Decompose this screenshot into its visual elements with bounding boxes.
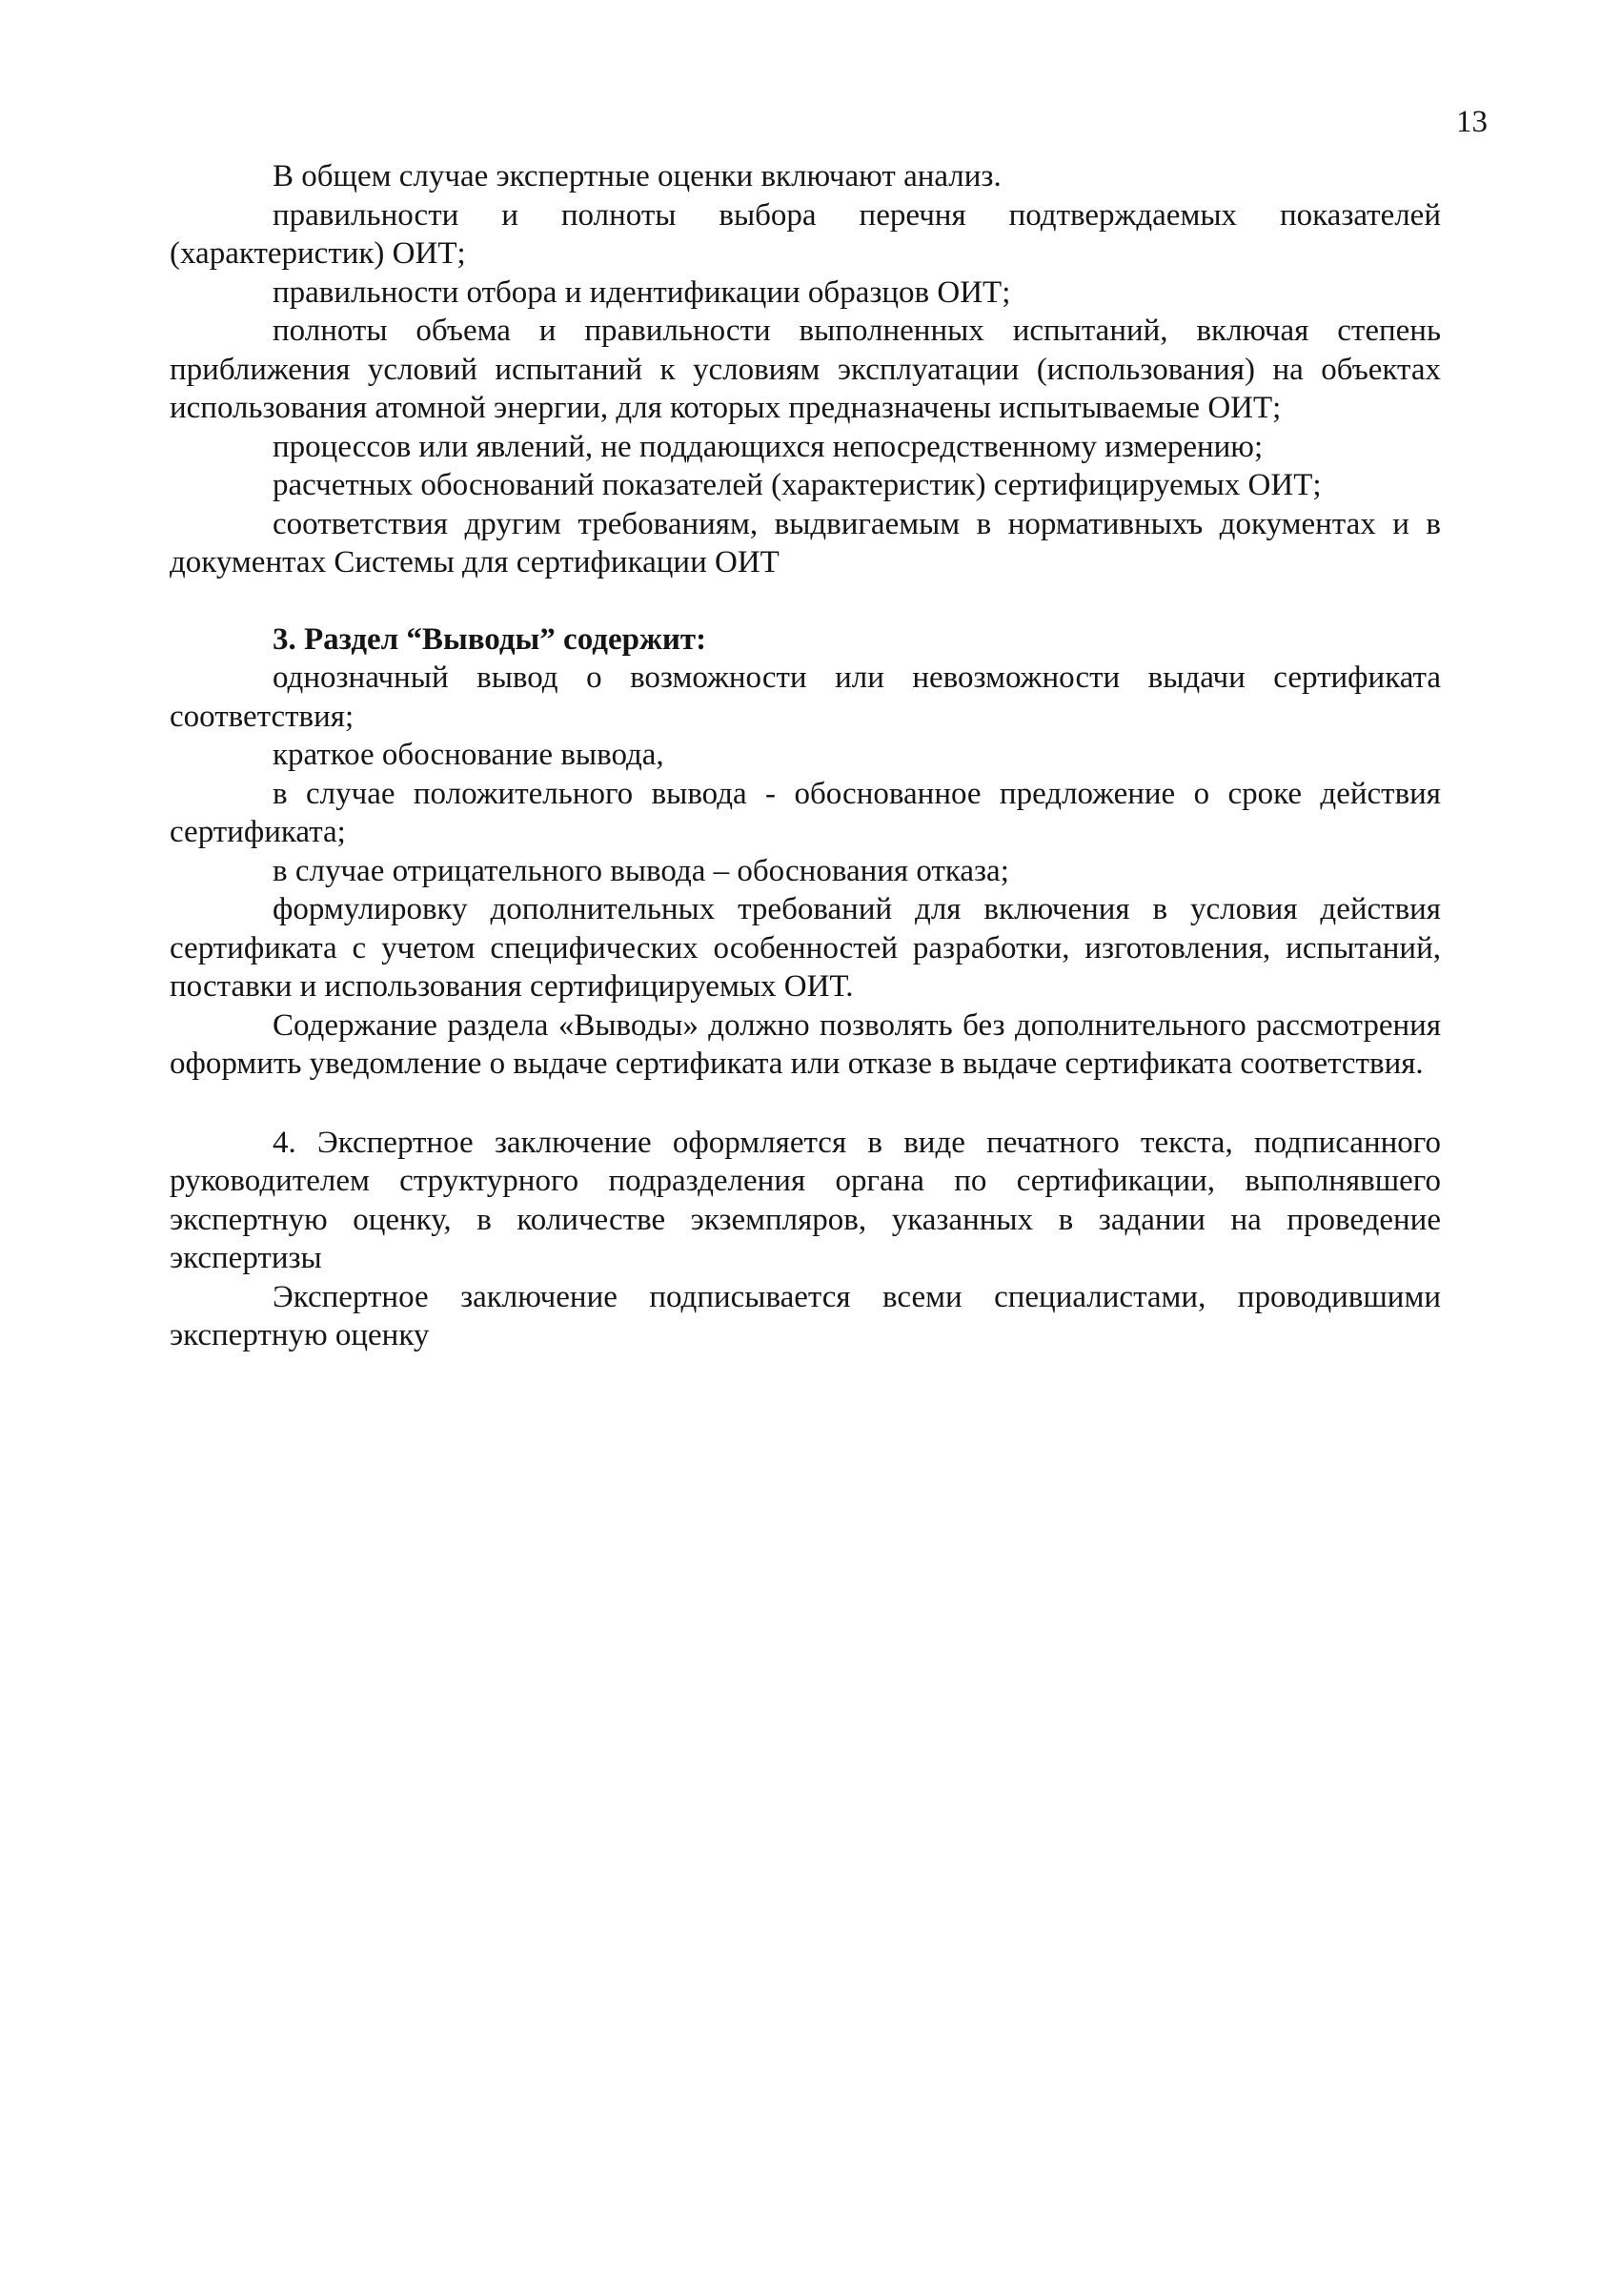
section3-note: Содержание раздела «Выводы» должно позволять без дополнительного рассмотрения оформить уведомление о выдаче сертификата или отказе в выдаче сертификата соответствия. — [170, 1007, 1441, 1081]
section4-paragraph: 4. Экспертное заключение оформляется в виде печатного текста, подписанного руководителем структурного подразделения органа по сертификации, выполнявшего экспертную оценку, в количестве экземпляров, указанных в задании на проведение экспертизы — [170, 1125, 1441, 1275]
section3-item: формулировку дополнительных требований для включения в условия действия сертификата с учетом специфических особенностей разработки, изготовления, испытаний, поставки и использования сертифицируемых ОИТ. — [170, 892, 1441, 1004]
section3-item: однозначный вывод о возможности или невозможности выдачи сертификата соответствия; — [170, 660, 1441, 734]
section4-paragraph: Экспертное заключение подписывается всеми специалистами, проводившими экспертную оценку — [170, 1279, 1441, 1352]
section3-heading: 3. Раздел “Выводы” содержит: — [273, 621, 707, 657]
page-content — [170, 157, 1441, 1355]
section2-item: правильности отбора и идентификации образцов ОИТ; — [273, 274, 1011, 310]
section2-item: полноты объема и правильности выполненных испытаний, включая степень приближения условий испытаний к условиям эксплуатации (использования) на объектах использования атомной энергии, для которых предназначены испытываемые ОИТ; — [170, 314, 1441, 425]
section2-item: правильности и полноты выбора перечня подтверждаемых показателей (характеристик) ОИТ; — [170, 197, 1441, 271]
section3-item: в случае отрицательного вывода – обоснования отказа; — [273, 853, 1009, 888]
section2-intro: В общем случае экспертные оценки включают анализ. — [273, 159, 1002, 193]
section2-item: процессов или явлений, не поддающихся непосредственному измерению; — [273, 429, 1264, 464]
section3-item: в случае положительного вывода - обоснованное предложение о сроке действия сертификата; — [170, 776, 1441, 849]
section2-item: соответствия другим требованиям, выдвигаемым в нормативныхъ документах и в документах Системы для сертификации ОИТ — [170, 506, 1441, 579]
section2-item: расчетных обоснований показателей (характеристик) сертифицируемых ОИТ; — [273, 468, 1322, 502]
section3-item: краткое обоснование вывода, — [273, 738, 664, 772]
page-number: 13 — [1456, 105, 1488, 139]
